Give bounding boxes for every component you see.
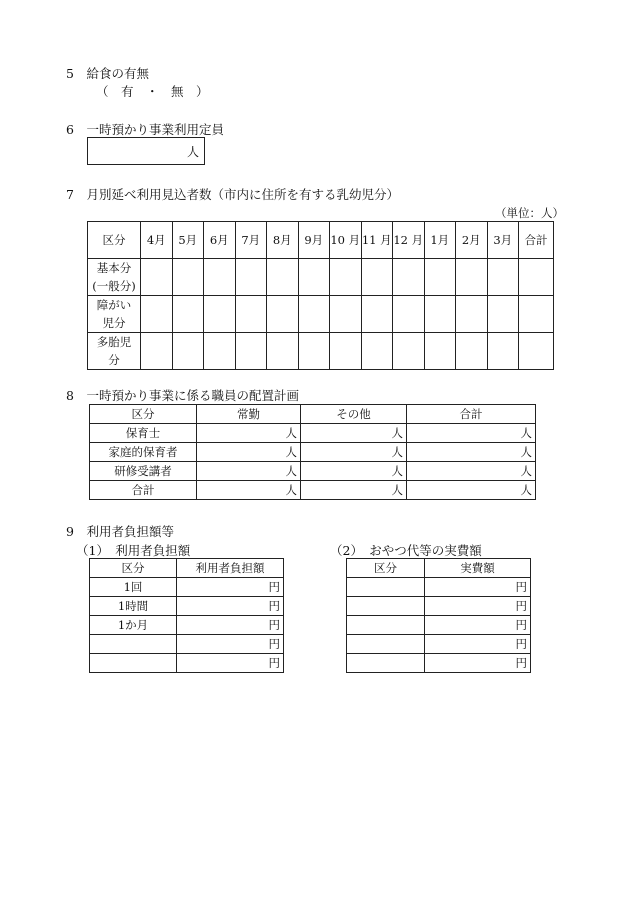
table-row [90, 635, 284, 654]
cell-input[interactable] [267, 333, 299, 370]
table-row [88, 259, 554, 296]
unit-label: 人 [520, 463, 532, 478]
row-label: 家庭的保育者 [90, 443, 197, 462]
cell-input[interactable] [330, 333, 362, 370]
unit-label: 円 [515, 598, 527, 613]
row-label-input[interactable] [90, 635, 177, 654]
staff-table [89, 404, 536, 500]
cell-input[interactable] [407, 443, 536, 462]
unit-label: 人 [520, 444, 532, 459]
capacity-box[interactable] [87, 137, 205, 165]
header-month: 1月 [424, 222, 456, 259]
cell-input[interactable] [424, 296, 456, 333]
cell-input[interactable] [330, 259, 362, 296]
unit-label: 人 [391, 425, 403, 440]
capacity-unit: 人 [186, 145, 199, 159]
header-fee: 利用者負担額 [177, 559, 284, 578]
table-row [347, 616, 531, 635]
cell-input[interactable] [204, 296, 236, 333]
row-label-input[interactable] [347, 635, 425, 654]
unit-label: 人 [391, 482, 403, 497]
cell-input[interactable] [424, 333, 456, 370]
section-9-title: 9 利用者負担額等 [66, 524, 174, 539]
actual-cost-table [346, 558, 531, 673]
cell-input[interactable] [425, 578, 531, 597]
header-month: 8月 [267, 222, 299, 259]
cell-input[interactable] [456, 333, 488, 370]
row-label [88, 296, 141, 333]
cell-input[interactable] [298, 296, 330, 333]
table-row [90, 597, 284, 616]
header-fulltime: 常勤 [197, 405, 301, 424]
cell-input[interactable] [235, 333, 267, 370]
row-label-line2: 分 [108, 353, 120, 367]
unit-label: 円 [515, 579, 527, 594]
row-label-input[interactable] [347, 654, 425, 673]
unit-label: 人 [520, 482, 532, 497]
header-category: 区分 [347, 559, 425, 578]
cell-input[interactable] [361, 333, 393, 370]
header-month: 7月 [235, 222, 267, 259]
section-8-title: 8 一時預かり事業に係る職員の配置計画 [66, 388, 299, 403]
table-row [347, 578, 531, 597]
header-month: 6月 [204, 222, 236, 259]
user-fee-table [89, 558, 284, 673]
row-label: 1回 [90, 578, 177, 597]
cell-input[interactable] [141, 259, 173, 296]
cell-input[interactable] [301, 443, 407, 462]
cell-input[interactable] [361, 259, 393, 296]
cell-input[interactable] [393, 296, 425, 333]
header-category: 区分 [88, 222, 141, 259]
cell-input[interactable] [204, 333, 236, 370]
cell-input[interactable] [298, 259, 330, 296]
cell-input[interactable] [204, 259, 236, 296]
cell-input[interactable] [519, 333, 554, 370]
subsection-1-title: （1） 利用者負担額 [76, 543, 191, 558]
header-month: 11 月 [361, 222, 393, 259]
cell-input[interactable] [172, 296, 204, 333]
unit-label: 人 [285, 444, 297, 459]
cell-input[interactable] [301, 424, 407, 443]
table-row [90, 462, 536, 481]
header-total: 合計 [519, 222, 554, 259]
unit-label: 円 [268, 636, 280, 651]
row-label: 1か月 [90, 616, 177, 635]
table-row [90, 654, 284, 673]
cell-input[interactable] [393, 333, 425, 370]
row-label: 合計 [90, 481, 197, 500]
header-month: 9月 [298, 222, 330, 259]
cell-input[interactable] [141, 296, 173, 333]
cell-input[interactable] [177, 616, 284, 635]
meal-options: （ 有 ・ 無 ） [96, 84, 209, 99]
table-row [90, 481, 536, 500]
cell-input[interactable] [197, 424, 301, 443]
table-row [88, 296, 554, 333]
cell-input[interactable] [235, 296, 267, 333]
row-label-input[interactable] [90, 654, 177, 673]
table-row [90, 443, 536, 462]
row-label-input[interactable] [347, 578, 425, 597]
header-actual-cost: 実費額 [425, 559, 531, 578]
header-month: 12 月 [393, 222, 425, 259]
row-label: 保育士 [90, 424, 197, 443]
monthly-users-table [87, 221, 554, 370]
cell-input[interactable] [177, 635, 284, 654]
row-label-line2: 児分 [102, 316, 126, 330]
table-row [347, 597, 531, 616]
section-7-title: 7 月別延べ利用見込者数（市内に住所を有する乳幼児分） [66, 187, 399, 202]
header-category: 区分 [90, 559, 177, 578]
row-label: 研修受講者 [90, 462, 197, 481]
unit-label: 円 [515, 655, 527, 670]
cell-input[interactable] [519, 296, 554, 333]
unit-label: 人 [285, 482, 297, 497]
cell-input[interactable] [487, 296, 519, 333]
table-row [88, 333, 554, 370]
cell-input[interactable] [425, 654, 531, 673]
unit-label: 円 [268, 579, 280, 594]
subsection-2-title: （2） おやつ代等の実費額 [330, 543, 482, 558]
cell-input[interactable] [519, 259, 554, 296]
unit-label: 人 [391, 444, 403, 459]
unit-label: 円 [268, 598, 280, 613]
cell-input[interactable] [487, 259, 519, 296]
cell-input[interactable] [197, 481, 301, 500]
cell-input[interactable] [235, 259, 267, 296]
table-row [90, 424, 536, 443]
table-row [347, 654, 531, 673]
section-5-title: 5 給食の有無 [66, 66, 149, 81]
header-month: 5月 [172, 222, 204, 259]
cell-input[interactable] [177, 597, 284, 616]
cell-input[interactable] [197, 443, 301, 462]
unit-label: 人 [285, 463, 297, 478]
table-row [90, 578, 284, 597]
cell-input[interactable] [301, 462, 407, 481]
header-total: 合計 [407, 405, 536, 424]
section-6-title: 6 一時預かり事業利用定員 [66, 122, 224, 137]
header-month: 2月 [456, 222, 488, 259]
cell-input[interactable] [361, 296, 393, 333]
table-row [347, 635, 531, 654]
row-label [88, 333, 141, 370]
unit-label: 人 [391, 463, 403, 478]
header-month: 10 月 [330, 222, 362, 259]
cell-input[interactable] [456, 259, 488, 296]
cell-input[interactable] [407, 424, 536, 443]
cell-input[interactable] [197, 462, 301, 481]
cell-input[interactable] [425, 635, 531, 654]
cell-input[interactable] [407, 462, 536, 481]
row-label [88, 259, 141, 296]
unit-note: （単位：人） [495, 206, 564, 220]
cell-input[interactable] [425, 616, 531, 635]
header-category: 区分 [90, 405, 197, 424]
row-label: 1時間 [90, 597, 177, 616]
row-label-line2: (一般分) [92, 279, 136, 293]
unit-label: 円 [515, 636, 527, 651]
cell-input[interactable] [424, 259, 456, 296]
row-label-line1: 基本分 [96, 261, 132, 275]
unit-label: 人 [285, 425, 297, 440]
header-month: 4月 [141, 222, 173, 259]
cell-input[interactable] [177, 654, 284, 673]
cell-input[interactable] [267, 259, 299, 296]
cell-input[interactable] [172, 333, 204, 370]
cell-input[interactable] [172, 259, 204, 296]
cell-input[interactable] [330, 296, 362, 333]
unit-label: 円 [268, 655, 280, 670]
header-other: その他 [301, 405, 407, 424]
cell-input[interactable] [407, 481, 536, 500]
row-label-input[interactable] [347, 616, 425, 635]
cell-input[interactable] [141, 333, 173, 370]
unit-label: 人 [520, 425, 532, 440]
row-label-line1: 障がい [96, 298, 132, 312]
cell-input[interactable] [301, 481, 407, 500]
cell-input[interactable] [456, 296, 488, 333]
cell-input[interactable] [393, 259, 425, 296]
unit-label: 円 [268, 617, 280, 632]
cell-input[interactable] [267, 296, 299, 333]
header-month: 3月 [487, 222, 519, 259]
cell-input[interactable] [425, 597, 531, 616]
unit-label: 円 [515, 617, 527, 632]
cell-input[interactable] [487, 333, 519, 370]
row-label-line1: 多胎児 [96, 335, 132, 349]
cell-input[interactable] [298, 333, 330, 370]
row-label-input[interactable] [347, 597, 425, 616]
cell-input[interactable] [177, 578, 284, 597]
table-row [90, 616, 284, 635]
